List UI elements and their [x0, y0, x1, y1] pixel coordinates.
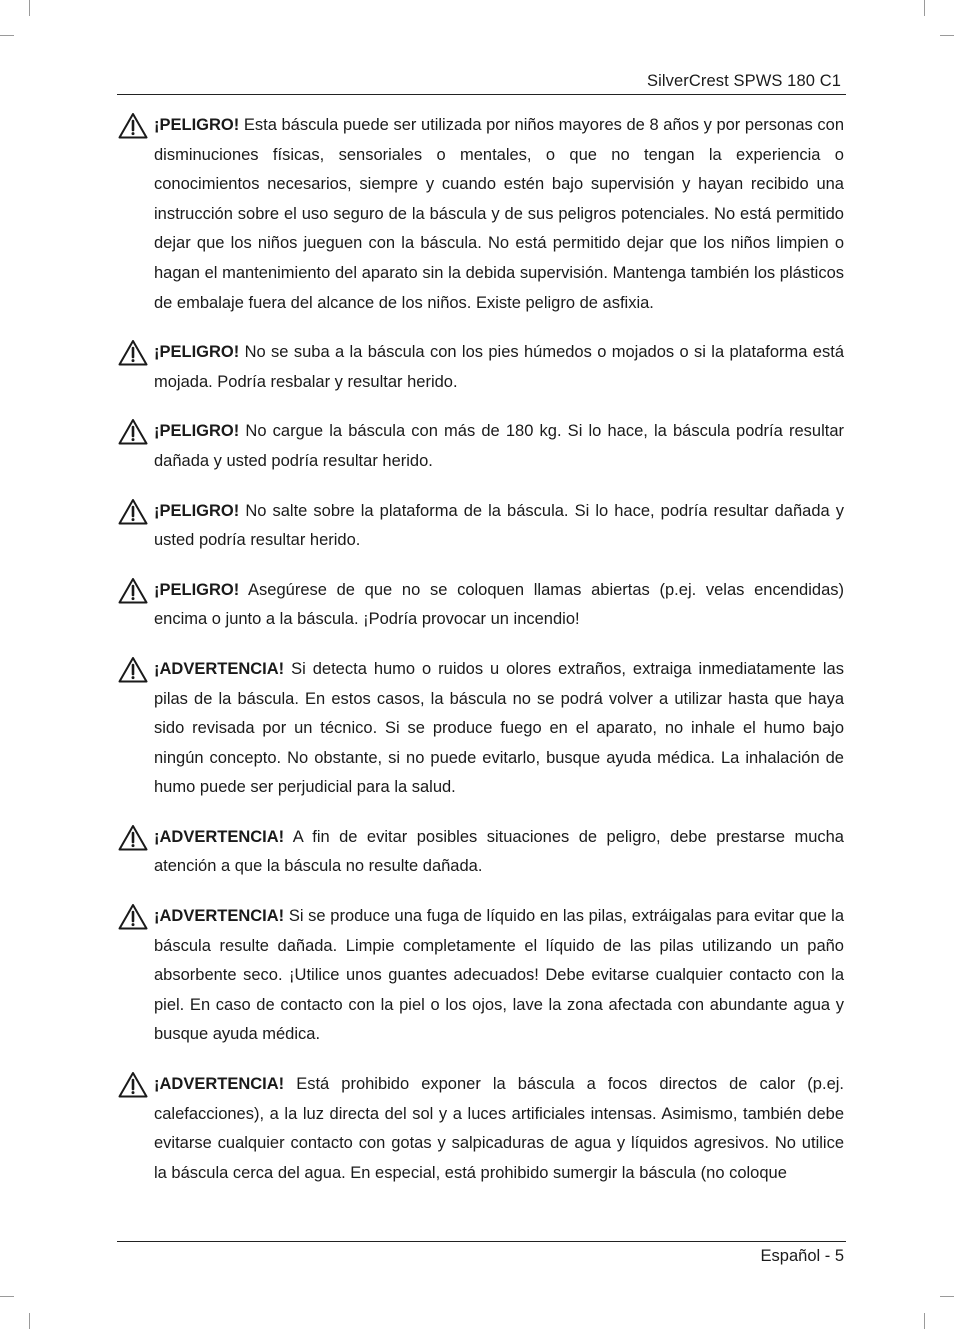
notice-label: ¡ADVERTENCIA! [154, 827, 285, 846]
warning-triangle-icon [118, 656, 148, 683]
safety-notice [118, 417, 844, 476]
crop-mark [29, 1313, 30, 1329]
page-number: Español - 5 [760, 1247, 844, 1265]
safety-notice [118, 823, 844, 882]
safety-notice [118, 1070, 844, 1188]
warning-triangle-icon [118, 824, 148, 851]
crop-mark [924, 1313, 925, 1329]
notice-text: No se suba a la báscula con los pies húmedos o mojados o si la plataforma está mojada. Podría resbalar y resultar herido. [154, 343, 844, 391]
warning-triangle-icon [118, 1071, 148, 1098]
safety-notice [118, 497, 844, 556]
notice-paragraph [154, 576, 844, 635]
warning-triangle-icon [118, 577, 148, 604]
notice-text: A fin de evitar posibles situaciones de peligro, debe prestarse mucha atención a que la báscula no resulte dañada. [154, 827, 844, 876]
notice-label: ¡PELIGRO! [154, 580, 240, 599]
notice-paragraph [154, 417, 844, 476]
crop-mark [29, 0, 30, 16]
notice-label: ¡PELIGRO! [154, 343, 240, 362]
notice-text: No cargue la báscula con más de 180 kg. Si lo hace, la báscula podría resultar dañada y usted podría resultar herido. [154, 422, 844, 470]
warning-triangle-icon [118, 498, 148, 525]
warning-triangle-icon [118, 339, 148, 366]
document-header-title: SilverCrest SPWS 180 C1 [647, 72, 841, 90]
notice-text: Esta báscula puede ser utilizada por niños mayores de 8 años y por personas con disminuciones físicas, sensoriales o mentales, o que no tengan la experiencia o conocimientos necesarios, siempre y cuando estén bajo supervisión y hayan recibido una instrucción sobre el uso seguro de la báscula y de sus peligros potenciales. No está permitido dejar que los niños jueguen con la báscula. No está permitido dejar que los niños limpien o hagan el mantenimiento del aparato sin la debida supervisión. Mantenga también los plásticos de embalaje fuera del alcance de los niños. Existe peligro de asfixia. [154, 116, 844, 312]
crop-mark [0, 35, 14, 36]
crop-mark [940, 35, 954, 36]
notice-paragraph [154, 111, 844, 318]
notice-text: No salte sobre la plataforma de la báscula. Si lo hace, podría resultar dañada y usted podría resultar herido. [154, 501, 844, 550]
notice-label: ¡PELIGRO! [154, 422, 240, 441]
notice-paragraph [154, 902, 844, 1050]
crop-mark [924, 0, 925, 16]
crop-mark [940, 1296, 954, 1297]
notice-paragraph [154, 338, 844, 397]
notice-text: Si se produce una fuga de líquido en las pilas, extráigalas para evitar que la báscula resulte dañada. Limpie completamente el líquido de las pilas utilizando un paño absorbente seco. ¡Utilice unos guantes adecuados! Debe evitarse cualquier contacto con la piel. En caso de contacto con la piel o los ojos, lave la zona afectada con abundante agua y busque ayuda médica. [154, 907, 844, 1044]
notice-text: Asegúrese de que no se coloquen llamas abiertas (p.ej. velas encendidas) encima o junto a la báscula. ¡Podría provocar un incendio! [154, 580, 844, 629]
notice-label: ¡ADVERTENCIA! [154, 907, 285, 926]
footer-rule [117, 1241, 846, 1242]
notice-label: ¡ADVERTENCIA! [154, 659, 285, 678]
header-rule [117, 94, 846, 95]
notice-text: Está prohibido exponer la báscula a focos directos de calor (p.ej. calefacciones), a la luz directa del sol y a luces artificiales intensas. Asimismo, también debe evitarse cualquier contacto con gotas y salpicaduras de agua y líquidos agresivos. No utilice la báscula cerca del agua. En especial, está prohibido sumergir la báscula (no coloque [154, 1075, 844, 1182]
warning-triangle-icon [118, 418, 148, 445]
notice-label: ¡ADVERTENCIA! [154, 1075, 285, 1094]
notice-paragraph [154, 655, 844, 803]
warning-triangle-icon [118, 903, 148, 930]
safety-notice [118, 338, 844, 397]
safety-notice [118, 111, 844, 318]
notice-paragraph [154, 823, 844, 882]
safety-notice [118, 576, 844, 635]
notice-paragraph [154, 497, 844, 556]
notice-label: ¡PELIGRO! [154, 116, 240, 134]
safety-notice [118, 902, 844, 1050]
safety-notices [118, 111, 844, 1208]
warning-triangle-icon [118, 112, 148, 139]
notice-label: ¡PELIGRO! [154, 501, 240, 520]
notice-paragraph [154, 1070, 844, 1188]
safety-notice [118, 655, 844, 803]
notice-text: Si detecta humo o ruidos u olores extraños, extraiga inmediatamente las pilas de la báscula. En estos casos, la báscula no se podrá volver a utilizar hasta que haya sido revisada por un técnico. Si se produce fuego en el aparato, no inhale el humo bajo ningún concepto. No obstante, si no puede evitarlo, busque ayuda médica. La inhalación de humo puede ser perjudicial para la salud. [154, 659, 844, 797]
crop-mark [0, 1296, 14, 1297]
